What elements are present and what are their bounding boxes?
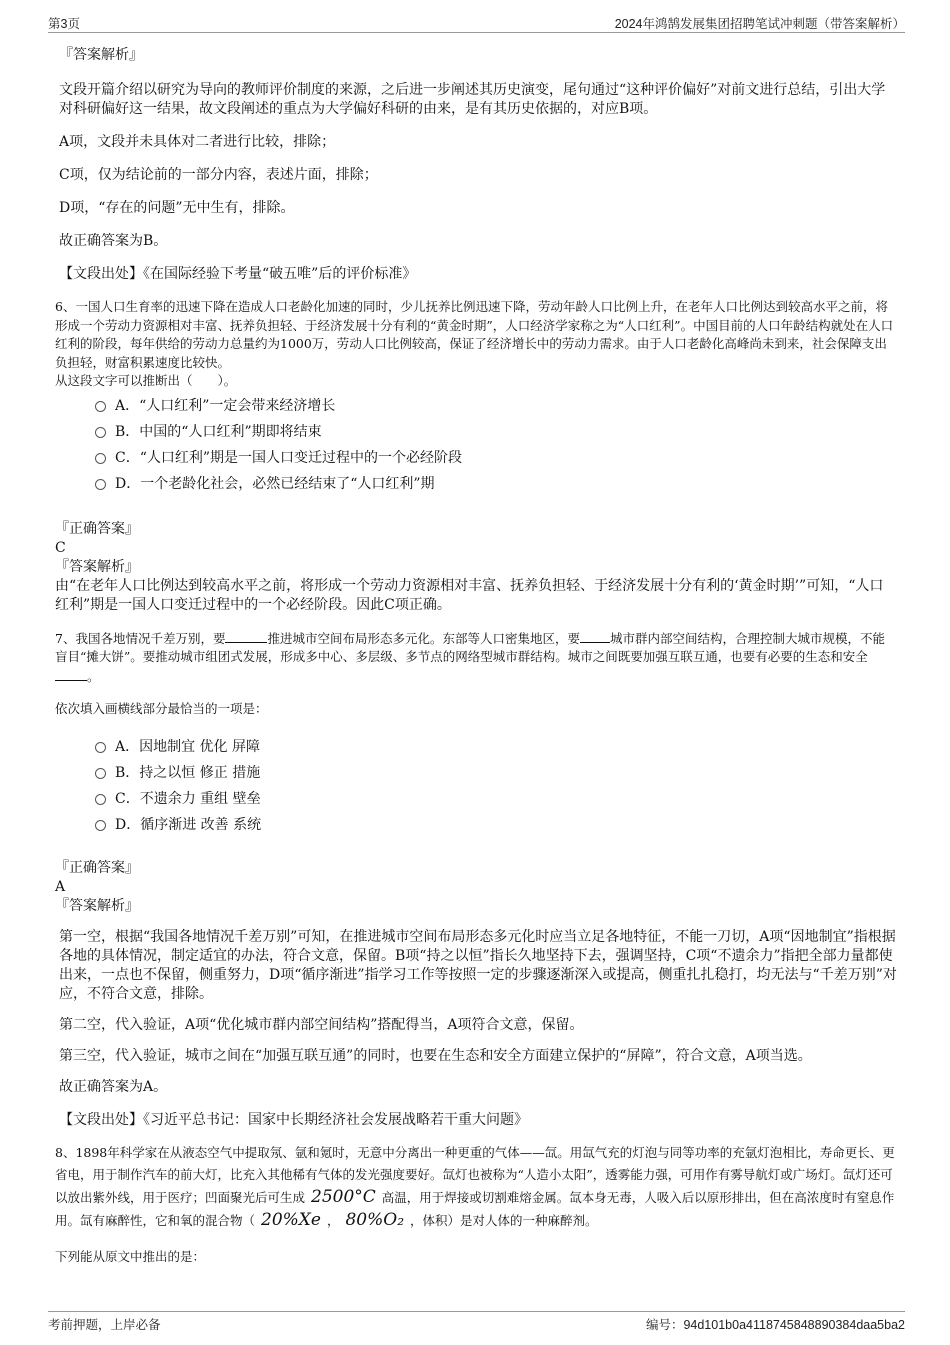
math-oxygen-ratio: 80%O₂ [345, 1209, 405, 1230]
radio-icon[interactable] [95, 794, 106, 805]
q6-option-d[interactable]: D．一个老龄化社会，必然已经结束了“人口红利”期 [95, 470, 897, 496]
radio-icon[interactable] [95, 742, 106, 753]
q5-analysis-label: 『答案解析』 [59, 47, 143, 63]
fill-blank-3 [55, 667, 87, 681]
radio-icon[interactable] [95, 427, 106, 438]
q8-question: 下列能从原文中推出的是： [55, 1248, 206, 1264]
q7-source: 【文段出处】《习近平总书记：国家中长期经济社会发展战略若干重大问题》 [59, 1111, 528, 1128]
q7-option-c[interactable]: C．不遗余力 重组 壁垒 [95, 785, 897, 811]
q7-option-b[interactable]: B．持之以恒 修正 措施 [95, 759, 897, 785]
q7-answer: A [55, 878, 66, 895]
q5-analysis-p2: A项，文段并未具体对二者进行比较，排除； [59, 134, 336, 150]
q6-answer-label: 『正确答案』 [55, 520, 139, 537]
q6-analysis-label: 『答案解析』 [55, 558, 139, 575]
q7-question: 依次填入画横线部分最恰当的一项是： [55, 701, 268, 716]
q6-answer: C [55, 539, 66, 556]
q7-option-a[interactable]: A．因地制宜 优化 屏障 [95, 733, 897, 759]
page-number: 第3页 [48, 17, 80, 31]
q5-analysis-p1: 文段开篇介绍以研究为导向的教师评价制度的来源，之后进一步阐述其历史演变，尾句通过“这种评价偏好”对前文进行总结，引出大学对科研偏好这一结果，故文段阐述的重点为大学偏好科研的由来，是有其历史依据的，对应B项。 [59, 82, 886, 117]
page-header [48, 14, 905, 33]
q7-answer-label: 『正确答案』 [55, 859, 139, 876]
math-temperature: 2500°C [311, 1186, 376, 1207]
math-xenon-ratio: 20%Xe [261, 1209, 321, 1230]
q5-analysis-p3: C项，仅为结论前的一部分内容，表述片面，排除； [59, 167, 378, 183]
radio-icon[interactable] [95, 820, 106, 831]
document-title: 2024年鸿鹄发展集团招聘笔试冲刺题（带答案解析） [614, 17, 905, 31]
radio-icon[interactable] [95, 479, 106, 490]
q5-source: 【文段出处】《在国际经验下考量“破五唯”后的评价标准》 [59, 266, 417, 282]
page-footer [48, 1311, 905, 1335]
q7-analysis-p3: 第三空，代入验证，城市之间在“加强互联互通”的同时，也要在生态和安全方面建立保护的“屏障”，符合文意，A项当选。 [59, 1047, 812, 1064]
q7-analysis-label: 『答案解析』 [55, 897, 139, 914]
radio-icon[interactable] [95, 453, 106, 464]
q7-stem: 7、我国各地情况千差万别，要 推进城市空间布局形态多元化。东部等人口密集地区，要 城市群内部空间结构，合理控制大城市规模，不能盲目“摊大饼”。要推动城市组团式发展，形成多中心、多层级、多节点的网络型城市群结构。城市之间既要加强互联互通，也要有必要的生态和安全。 [55, 630, 885, 684]
radio-icon[interactable] [95, 768, 106, 779]
q6-analysis: 由“在老年人口比例达到较高水平之前，将形成一个劳动力资源相对丰富、抚养负担轻、于经济发展十分有利的‘黄金时期’”可知，“人口红利”期是一国人口变迁过程中的一个必经阶段。因此C项正确。 [55, 577, 884, 613]
q8-stem: 8、1898年科学家在从液态空气中提取氖、氩和氪时，无意中分离出一种更重的气体——氙。用氙气充的灯泡与同等功率的充氩灯泡相比，寿命更长、更省电，用于制作汽车的前大灯，比充入其他稀有气体的发光强度要好。氙灯也被称为“人造小太阳”，透雾能力强，可用作有雾导航灯或广场灯。氙灯还可以放出紫外线，用于医疗；凹面聚光后可生成 2500°C 高温，用于焊接或切割难熔金属。氙本身无毒，人吸入后以原形排出，但在高浓度时有窒息作用。氙有麻醉性，它和氧的混合物（ 20%Xe ， 80%O₂ ，体积）是对人体的一种麻醉剂。 [55, 1144, 895, 1230]
q5-analysis-p4: D项，“存在的问题”无中生有，排除。 [59, 200, 295, 216]
q7-option-d[interactable]: D．循序渐进 改善 系统 [95, 811, 897, 837]
footer-slogan: 考前押题，上岸必备 [48, 1318, 161, 1332]
q6-option-c[interactable]: C．“人口红利”期是一国人口变迁过程中的一个必经阶段 [95, 444, 897, 470]
q6-question: 从这段文字可以推断出（ ）。 [55, 373, 237, 388]
document-id: 编号：94d101b0a4118745848890384daa5ba2 [645, 1318, 905, 1332]
q6-options [95, 392, 897, 496]
page-content [55, 44, 897, 1266]
q7-options [95, 733, 897, 837]
fill-blank-2 [580, 629, 610, 643]
q7-analysis-p2: 第二空，代入验证，A项“优化城市群内部空间结构”搭配得当，A项符合文意，保留。 [59, 1016, 584, 1033]
q6-stem: 6、一国人口生育率的迅速下降在造成人口老龄化加速的同时，少儿抚养比例迅速下降，劳动年龄人口比例上升，在老年人口比例达到较高水平之前，将形成一个劳动力资源相对丰富、抚养负担轻、于经济发展十分有利的“黄金时期”，人口经济学家称之为“人口红利”。中国目前的人口年龄结构就处在人口红利的阶段，每年供给的劳动力总量约为1000万，劳动人口比例较高，保证了经济增长中的劳动力需求。由于人口老龄化高峰尚未到来，社会保障支出负担轻，财富积累速度比较快。 [55, 299, 894, 370]
q7-analysis-p1: 第一空，根据“我国各地情况千差万别”可知，在推进城市空间布局形态多元化时应当立足各地特征，不能一刀切，A项“因地制宜”指根据各地的具体情况，制定适宜的办法，符合文意，保留。B项“持之以恒”指长久地坚持下去，强调坚持，C项“不遗余力”指把全部力量都使出来，一点也不保留，侧重努力，D项“循序渐进”指学习工作等按照一定的步骤逐渐深入或提高，侧重扎扎稳打，均无法与“千差万别”对应，不符合文意，排除。 [59, 928, 897, 1002]
q7-analysis-p4: 故正确答案为A。 [59, 1078, 168, 1095]
fill-blank-1 [225, 629, 267, 643]
q6-option-b[interactable]: B．中国的“人口红利”期即将结束 [95, 418, 897, 444]
q6-option-a[interactable]: A．“人口红利”一定会带来经济增长 [95, 392, 897, 418]
q5-analysis-p5: 故正确答案为B。 [59, 233, 168, 249]
radio-icon[interactable] [95, 401, 106, 412]
